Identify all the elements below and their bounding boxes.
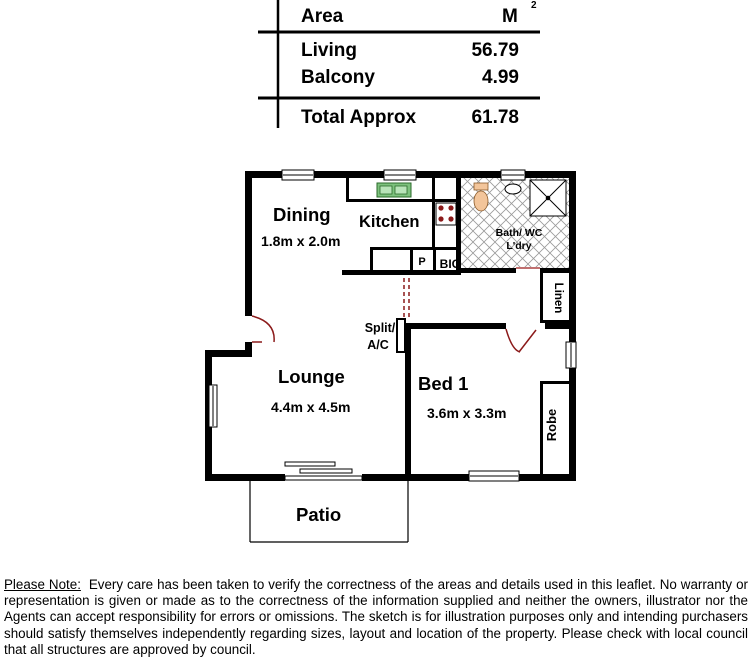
disclaimer-text: Every care has been taken to verify the correctness of the areas and details used in this leaflet. No warranty or representation is given or made as to the correctness of the information supplied and neither the owners, illustrator nor the Agents can accept responsibility for errors or omissions. The sketch is for illustration purposes only and intending purchasers should satisfy themselves independently regarding sizes, layout and location of the property. Please check with local council that all structures are approved by council.	[4, 577, 748, 657]
shower	[530, 180, 566, 216]
basin	[505, 184, 521, 194]
room-lounge-name: Lounge	[278, 366, 345, 387]
total-label: Total Approx	[301, 107, 417, 128]
sliding-door-patio	[285, 462, 362, 480]
balcony-value: 4.99	[482, 67, 519, 88]
room-kitchen-name: Kitchen	[359, 213, 420, 231]
window-bedroom-side	[566, 342, 576, 368]
kitchen-sink	[377, 183, 411, 197]
patio-label: Patio	[296, 504, 342, 525]
living-label: Living	[301, 40, 357, 61]
living-value: 56.79	[471, 40, 519, 61]
room-bed1-name: Bed 1	[418, 373, 469, 394]
split-ac-label: Split/	[364, 321, 396, 335]
robe-label: Robe	[544, 408, 559, 442]
room-lounge-size: 4.4m x 4.5m	[271, 399, 351, 415]
door-lounge-external	[252, 316, 274, 342]
bic-label: BIC	[439, 257, 461, 271]
area-table	[258, 0, 540, 128]
room-bath-sub: L'dry	[506, 240, 532, 252]
area-unit: M	[502, 6, 518, 27]
window-dining	[282, 170, 314, 180]
pantry-label: P	[418, 256, 426, 268]
split-ac-sub: A/C	[367, 338, 389, 352]
room-dining-name: Dining	[273, 204, 331, 225]
window-lounge-side	[209, 385, 217, 427]
balcony-label: Balcony	[301, 67, 375, 88]
cooktop	[436, 203, 456, 225]
area-unit-superscript: 2	[531, 0, 537, 11]
window-bathroom	[501, 170, 525, 180]
linen-label: Linen	[552, 282, 564, 314]
room-bath-name: Bath/ WC	[495, 227, 543, 239]
room-bed1-size: 3.6m x 3.3m	[427, 405, 507, 421]
window-kitchen	[384, 170, 416, 180]
room-dining-size: 1.8m x 2.0m	[261, 233, 341, 249]
area-header-label: Area	[301, 6, 344, 27]
window-bedroom-bottom	[469, 471, 519, 481]
toilet	[474, 183, 488, 211]
door-bedroom	[506, 329, 520, 352]
disclaimer	[4, 577, 748, 658]
total-value: 61.78	[471, 107, 519, 128]
door-bedroom-leaf	[519, 330, 536, 352]
disclaimer-heading: Please Note:	[4, 577, 81, 592]
